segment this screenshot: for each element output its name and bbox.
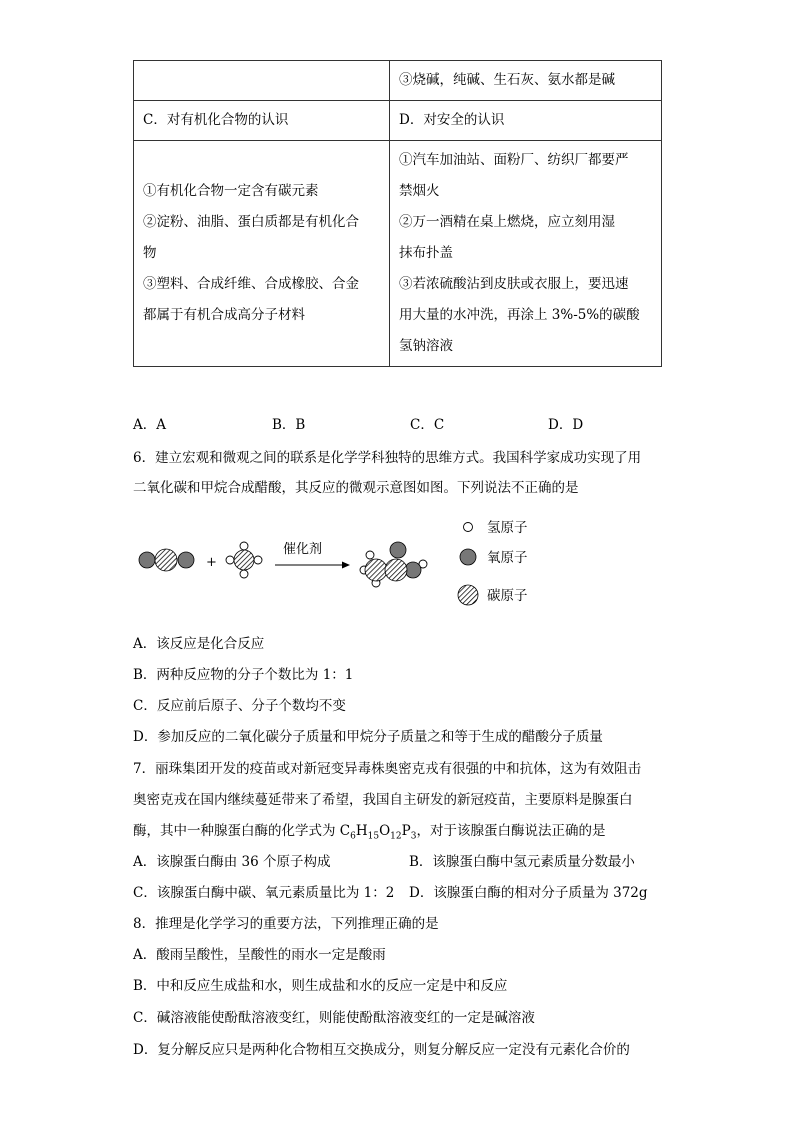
table-cell: ③烧碱，纯碱、生石灰、氨水都是碱 xyxy=(390,61,662,101)
hydrogen-atom-icon xyxy=(464,523,473,532)
cell-line: ③若浓硫酸沾到皮肤或衣服上，要迅速 xyxy=(399,276,629,292)
cell-line: 禁烟火 xyxy=(399,183,440,199)
q6-option-b[interactable]: B．两种反应物的分子个数比为 1：1 xyxy=(133,667,354,683)
table-cell: C．对有机化合物的认识 xyxy=(134,101,390,141)
catalyst-label: 催化剂 xyxy=(283,542,323,557)
cell-line: 抹布扑盖 xyxy=(399,245,453,261)
reaction-arrow xyxy=(275,562,350,569)
q7-option-d[interactable]: D．该腺蛋白酶的相对分子质量为 372g xyxy=(409,885,648,901)
table-cell: D．对安全的认识 xyxy=(390,101,662,141)
cell-line: ③塑料、合成纤维、合成橡胶、合金 xyxy=(143,276,359,292)
q8-option-c[interactable]: C．碱溶液能使酚酞溶液变红，则能使酚酞溶液变红的一定是碱溶液 xyxy=(133,1010,535,1026)
legend-carbon: 碳原子 xyxy=(487,588,528,604)
q7-stem-line-3: 酶，其中一种腺蛋白酶的化学式为 $C_6H_{15}O_{12}P_3$，对于该腺蛋白酶说法正确的是 xyxy=(133,823,606,842)
q6-option-c[interactable]: C．反应前后原子、分子个数均不变 xyxy=(133,698,346,714)
legend-oxygen: 氧原子 xyxy=(487,550,528,566)
table-cell-empty xyxy=(134,61,390,101)
q6-option-d[interactable]: D．参加反应的二氧化碳分子质量和甲烷分子质量之和等于生成的醋酸分子质量 xyxy=(133,729,603,745)
cell-line: ②淀粉、油脂、蛋白质都是有机化合 xyxy=(143,214,359,230)
comparison-table xyxy=(133,60,662,367)
q7-stem-line-1: 7．丽珠集团开发的疫苗或对新冠变异毒株奥密克戎有很强的中和抗体，这为有效阻击 xyxy=(133,761,642,777)
q6-option-a[interactable]: A．该反应是化合反应 xyxy=(133,636,265,652)
q5-option-b[interactable]: B．B xyxy=(272,417,306,433)
q7-option-c[interactable]: C．该腺蛋白酶中碳、氧元素质量比为 1：2 xyxy=(133,885,395,901)
q6-stem-line-2: 二氧化碳和甲烷合成醋酸，其反应的微观示意图如图。下列说法不正确的是 xyxy=(133,480,579,496)
cell-line: 都属于有机合成高分子材料 xyxy=(143,307,305,323)
cell-line: 物 xyxy=(143,245,157,261)
oxygen-atom-icon xyxy=(460,549,476,565)
q8-option-a[interactable]: A．酸雨呈酸性，呈酸性的雨水一定是酸雨 xyxy=(133,947,386,963)
q8-option-b[interactable]: B．中和反应生成盐和水，则生成盐和水的反应一定是中和反应 xyxy=(133,978,508,994)
plus-sign: + xyxy=(206,555,217,570)
carbon-atom-icon xyxy=(458,585,478,605)
cell-line: 用大量的水冲洗，再涂上 3%-5%的碳酸 xyxy=(399,307,640,323)
table-cell-safety xyxy=(390,141,662,367)
acetic-acid-molecule xyxy=(360,542,427,587)
table-row xyxy=(134,101,662,141)
cell-line: ②万一酒精在桌上燃烧，应立刻用湿 xyxy=(399,214,615,230)
q5-option-d[interactable]: D．D xyxy=(548,417,584,433)
q5-option-a[interactable]: A．A xyxy=(133,417,166,433)
cell-line: 氢钠溶液 xyxy=(399,338,453,354)
q7-option-b[interactable]: B．该腺蛋白酶中氢元素质量分数最小 xyxy=(409,854,635,870)
ch4-molecule xyxy=(226,542,262,578)
q6-stem-line-1: 6．建立宏观和微观之间的联系是化学学科独特的思维方式。我国科学家成功实现了用 xyxy=(133,450,642,466)
q8-option-d[interactable]: D．复分解反应只是两种化合物相互交换成分，则复分解反应一定没有元素化合价的 xyxy=(133,1042,630,1058)
q7-stem-line-2: 奥密克戎在国内继续蔓延带来了希望，我国自主研发的新冠疫苗，主要原料是腺蛋白 xyxy=(133,792,633,808)
table-row xyxy=(134,141,662,367)
legend xyxy=(458,520,528,605)
legend-hydrogen: 氢原子 xyxy=(487,520,528,536)
q8-stem: 8．推理是化学学习的重要方法，下列推理正确的是 xyxy=(133,916,439,932)
table-row xyxy=(134,61,662,101)
q5-option-c[interactable]: C．C xyxy=(410,417,445,433)
table-cell-organic xyxy=(134,141,390,367)
co2-molecule xyxy=(139,549,194,571)
cell-line: ①汽车加油站、面粉厂、纺织厂都要严 xyxy=(399,152,629,168)
q7-option-a[interactable]: A．该腺蛋白酶由 36 个原子构成 xyxy=(133,854,331,870)
reaction-microscopic-diagram xyxy=(130,515,550,615)
cell-line: ①有机化合物一定含有碳元素 xyxy=(143,183,319,199)
